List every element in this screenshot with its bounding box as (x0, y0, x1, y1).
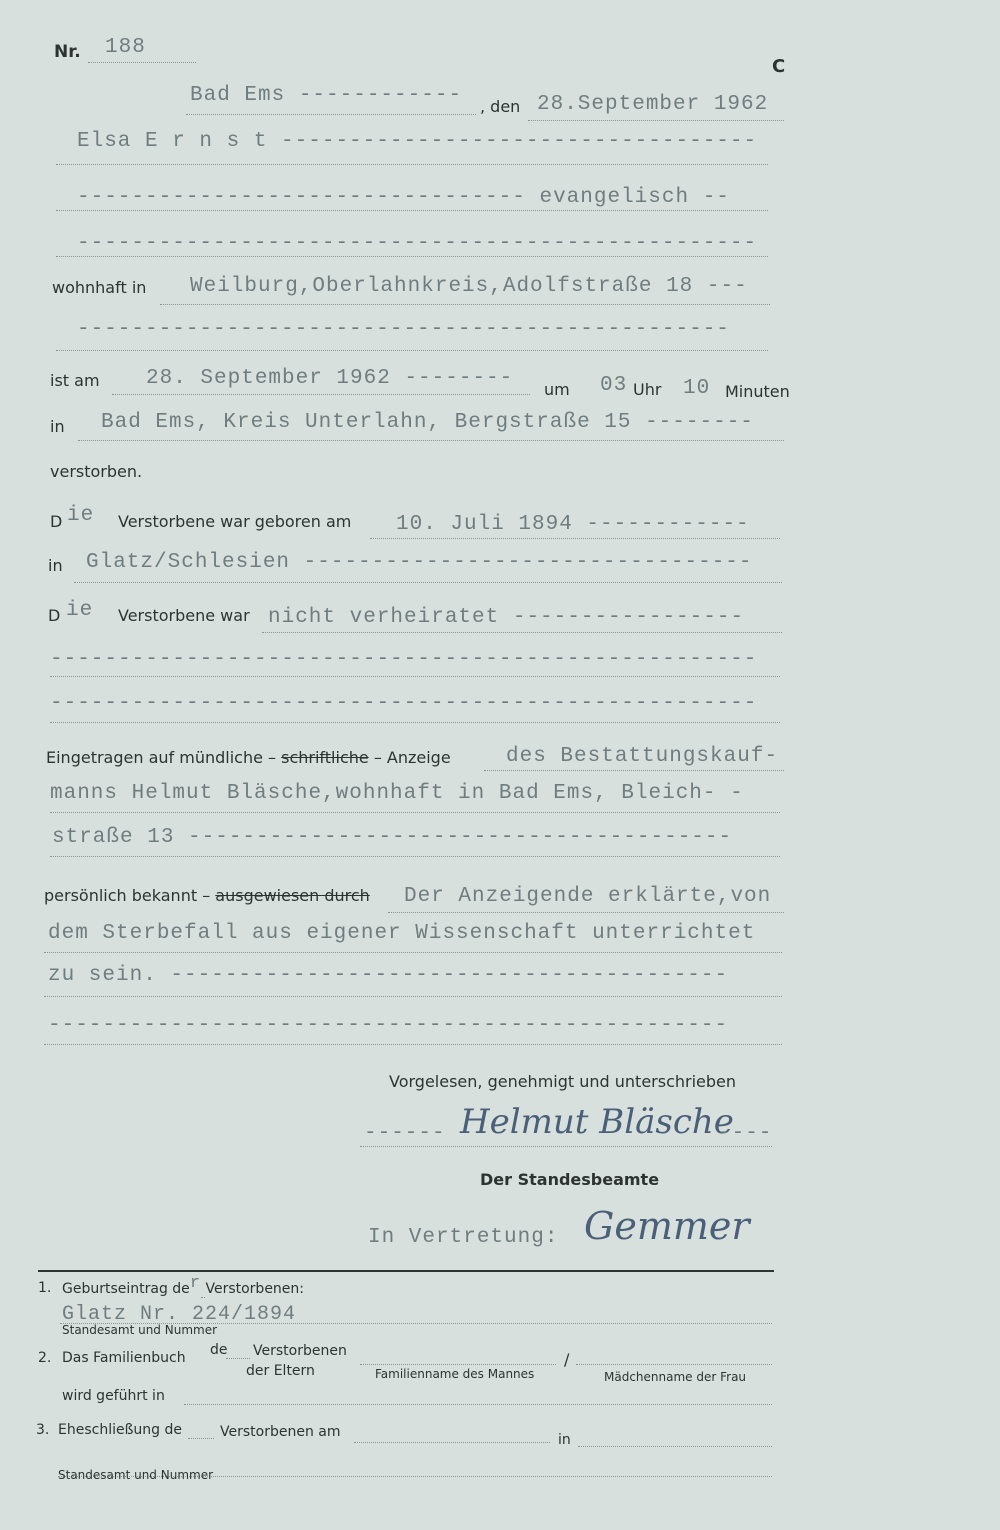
note-2-maiden-dotted-line (576, 1364, 772, 1365)
blank-line-5: -------------------------------------------------- (48, 1014, 729, 1037)
birth-prefix-d: D (50, 512, 63, 531)
death-place-label: in (50, 417, 65, 436)
religion-line: --------------------------------- evangelisch -- (77, 186, 730, 209)
blank-dotted-line-2 (56, 350, 768, 351)
note-2-label: Das Familienbuch (62, 1350, 186, 1366)
note-1-label-end: Verstorbenen: (205, 1281, 305, 1297)
blank-dotted-line-4 (50, 722, 780, 723)
informant-dotted-line-2 (50, 812, 780, 813)
registration-label-oral: Eingetragen auf mündliche – (46, 748, 277, 767)
death-place-dotted-line (78, 440, 784, 441)
identified-by-label: ausgewiesen durch (215, 886, 370, 905)
identity-line-3: zu sein. ----------------------------------------- (48, 964, 729, 987)
note-2-de-dotted-line (226, 1358, 250, 1359)
um-label: um (544, 380, 570, 399)
note-2-parents: der Eltern (246, 1363, 315, 1379)
informant-signature-dashes-right: ---- (718, 1122, 773, 1145)
note-2-husband-surname-label: Familienname des Mannes (375, 1367, 535, 1381)
identity-method-label (44, 886, 370, 905)
registration-date: 28.September 1962 (537, 93, 769, 116)
residence-dotted-line (160, 304, 770, 305)
informant-dotted-line-3 (50, 856, 780, 857)
deputy-label: In Vertretung: (368, 1226, 559, 1249)
birth-date: 10. Juli 1894 ------------ (396, 513, 750, 536)
note-2-number: 2. (38, 1350, 52, 1366)
note-2-maiden-name-label: Mädchenname der Frau (604, 1370, 747, 1384)
note-1-birth-entry: Glatz Nr. 224/1894 (62, 1303, 297, 1326)
identity-dotted-line-1 (388, 912, 784, 913)
note-2-slash: / (564, 1350, 570, 1369)
blank-dotted-line-5 (44, 1044, 782, 1045)
note-3-sub-label: Standesamt und Nummer (58, 1468, 214, 1482)
deceased-name: Elsa E r n s t ----------------------------------- (77, 130, 758, 153)
birth-article: ie (67, 504, 95, 527)
blank-line-2: ------------------------------------------------ (77, 318, 730, 341)
note-2-deceased: Verstorbenen (253, 1343, 347, 1359)
note-2-kept-in-label: wird geführt in (62, 1388, 165, 1404)
informant-signature: Helmut Bläsche (460, 1102, 734, 1142)
note-3-label-start: Eheschließung de (58, 1422, 182, 1438)
register-number: 188 (105, 36, 146, 59)
death-date: 28. September 1962 -------- (146, 367, 514, 390)
registration-label-notice: – Anzeige (373, 748, 451, 767)
number-label: Nr. (54, 42, 81, 62)
number-dotted-line (88, 62, 196, 63)
religion-dotted-line (56, 210, 768, 211)
death-date-label: ist am (50, 371, 100, 390)
identity-dotted-line-2 (44, 952, 782, 953)
birth-date-dotted-line (370, 538, 780, 539)
death-minute: 10 (683, 377, 711, 400)
note-1-label (62, 1274, 305, 1299)
registrar-title: Der Standesbeamte (480, 1170, 660, 1189)
death-place: Bad Ems, Kreis Unterlahn, Bergstraße 15 -------- (101, 411, 754, 434)
marital-dotted-line (262, 632, 782, 633)
death-date-dotted-line (112, 394, 530, 395)
blank-line-3: ---------------------------------------------------- (50, 648, 758, 671)
identity-dotted-line-3 (44, 996, 782, 997)
note-1-label-start: Geburtseintrag de (62, 1281, 190, 1297)
blank-dotted-line-1 (56, 256, 768, 257)
marital-label: Verstorbene war (118, 606, 250, 625)
note-3-date-dotted-line (354, 1442, 550, 1443)
birth-place-label: in (48, 556, 63, 575)
known-label: persönlich bekannt – (44, 886, 211, 905)
uhr-label: Uhr (633, 380, 662, 399)
note-2-kept-in-dotted-line (184, 1404, 772, 1405)
note-3-number: 3. (36, 1422, 50, 1438)
form-corner-mark: C (772, 56, 786, 77)
note-3-label-end: Verstorbenen am (220, 1424, 341, 1440)
minuten-label: Minuten (725, 382, 790, 401)
informant-line-2: manns Helmut Bläsche,wohnhaft in Bad Ems, Bleich- - (50, 782, 744, 805)
note-2-husband-dotted-line (360, 1364, 556, 1365)
identity-line-2: dem Sterbefall aus eigener Wissenschaft unterrichtet (48, 922, 756, 945)
blank-line-4: ---------------------------------------------------- (50, 692, 758, 715)
note-3-de-dotted-line (188, 1438, 214, 1439)
marital-prefix-d: D (48, 606, 61, 625)
informant-line-1: des Bestattungskauf- (506, 745, 779, 768)
marital-article: ie (66, 599, 94, 622)
marital-status: nicht verheiratet ----------------- (268, 606, 745, 629)
den-label: , den (480, 97, 521, 116)
residence-address: Weilburg,Oberlahnkreis,Adolfstraße 18 --- (190, 275, 748, 298)
note-3-in-label: in (558, 1432, 571, 1448)
note-1-number: 1. (38, 1280, 52, 1296)
residence-label: wohnhaft in (52, 278, 147, 297)
death-hour: 03 (600, 374, 628, 397)
registration-place: Bad Ems ------------ (190, 84, 463, 107)
note-3-place-dotted-line (578, 1446, 772, 1447)
informant-dotted-line-1 (484, 770, 784, 771)
blank-line-1: -------------------------------------------------- (77, 232, 758, 255)
date-dotted-line (528, 120, 784, 121)
informant-line-3: straße 13 ---------------------------------------- (52, 826, 733, 849)
identity-line-1: Der Anzeigende erklärte,von (404, 885, 772, 908)
note-1-suffix: r (189, 1274, 202, 1293)
birth-place-dotted-line (74, 582, 782, 583)
registration-method-label (46, 748, 451, 767)
notes-separator-rule (38, 1270, 774, 1272)
deceased-label: verstorben. (50, 462, 143, 481)
read-approved-signed: Vorgelesen, genehmigt und unterschrieben (389, 1072, 737, 1091)
birth-place: Glatz/Schlesien --------------------------------- (86, 551, 753, 574)
birth-label: Verstorbene war geboren am (118, 512, 352, 531)
signature-dotted-line (360, 1146, 772, 1147)
place-dotted-line (186, 114, 476, 115)
registrar-signature: Gemmer (584, 1204, 750, 1248)
note-2-de: de (210, 1342, 228, 1358)
note-1-sub-label: Standesamt und Nummer (62, 1323, 218, 1337)
registration-label-written: schriftliche (281, 748, 369, 767)
blank-dotted-line-3 (50, 676, 780, 677)
informant-signature-dashes-left: ------ (364, 1122, 446, 1145)
name-dotted-line (56, 164, 768, 165)
